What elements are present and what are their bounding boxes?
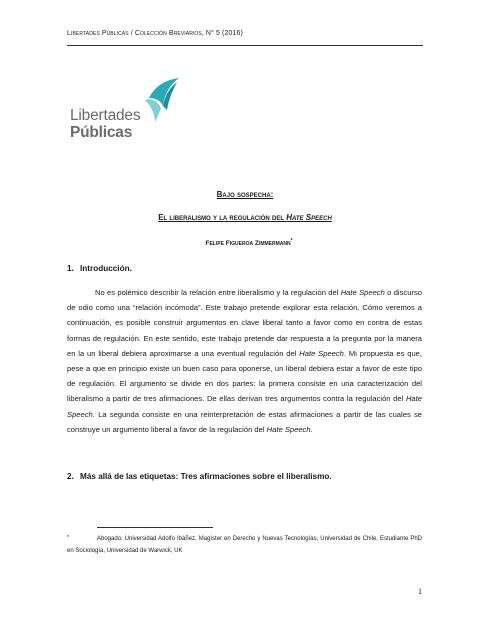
section-title: Introducción. xyxy=(80,264,132,273)
intro-italic-term: Hate Speech xyxy=(67,394,422,419)
footnote-text: Abogado, Universidad Adolfo Ibáñez, Magíster en Derecho y Nuevas Tecnologías, Universidad de Chile, Estudiante PhD en Sociología, Universidad de Warwick, UK xyxy=(67,536,422,554)
footnote-mark: * xyxy=(67,535,70,541)
bird-logo-icon xyxy=(143,76,181,122)
intro-text: . La segunda consiste en una reinterpretación de estas afirmaciones a partir de las cuales se construye un argumento liberal a favor de la regulación del xyxy=(67,409,422,434)
title-italic-term: Hate Speech xyxy=(286,213,332,222)
intro-text: o discurso de odio como una “relación incómoda”. Este trabajo pretende explorar esta relación. Cómo veremos a continuación, es posible construir argumentos en clave liberal tanto a favor como en contra de estas formas de regulación. En este sentido, este trabajo pretende dar respuesta a la pregunta por la manera en la un liberal debiera aproximarse a una eventual regulación del xyxy=(67,288,422,358)
author-text: Felipe Figueroa Zimmermann xyxy=(205,240,291,248)
page-number: 1 xyxy=(418,587,422,596)
title-text: El liberalismo y la regulación del xyxy=(158,213,287,222)
section-heading-2 xyxy=(67,472,332,481)
intro-text: No es polémico describir la relación entre liberalismo y la regulación del xyxy=(95,288,341,297)
introduction-paragraph xyxy=(67,285,422,437)
intro-text: . xyxy=(310,424,313,434)
paper-title-line1: Bajo sospecha: xyxy=(216,190,274,199)
header-divider xyxy=(67,45,423,46)
footnote xyxy=(67,533,422,557)
intro-italic-term: Hate Speech xyxy=(266,424,311,434)
intro-italic-term: Hate Speech xyxy=(340,288,385,297)
paper-title-line2 xyxy=(0,213,490,222)
section-heading-1 xyxy=(67,264,132,273)
footnote-divider xyxy=(97,527,213,528)
libertades-publicas-logo xyxy=(70,76,182,146)
running-header: Libertades Públicas / Colección Breviarios, N° 5 (2016) xyxy=(67,30,243,37)
author-name xyxy=(4,238,490,247)
logo-wordmark-line2: Públicas xyxy=(70,124,133,141)
intro-text: . Mi propuesta es que, pese a que en principio existe un buen caso para oponerse, un liberal debiera estar a favor de este tipo de regulación. El argumento se divide en dos partes: la primera consiste en una caracterización del liberalismo a partir de tres afirmaciones. De ellas derivan tres argumentos contra la regulación del xyxy=(67,348,423,404)
section-title: Más allá de las etiquetas: Tres afirmaciones sobre el liberalismo. xyxy=(80,472,332,481)
section-number: 1. xyxy=(67,264,74,273)
logo-wordmark-line1: Libertades xyxy=(70,107,141,124)
intro-italic-term: Hate Speech xyxy=(299,348,344,358)
footnote-reference-mark: * xyxy=(290,238,293,244)
section-number: 2. xyxy=(67,472,74,481)
